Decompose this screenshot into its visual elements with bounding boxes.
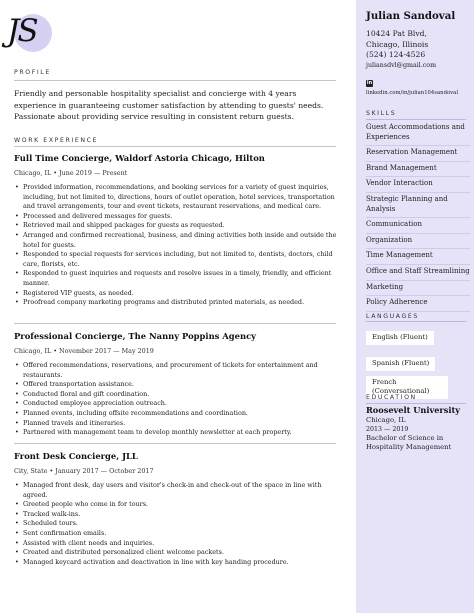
job-bullet: • Proofread company marketing programs and distributed printed materials, as needed. [14, 298, 338, 308]
education-entry [366, 405, 470, 452]
school-years: 2013 — 2019 [366, 426, 409, 433]
languages-heading: LANGUAGES [366, 313, 419, 320]
profile-heading: PROFILE [14, 69, 51, 76]
job-bullet: • Planned events, including offsite recommendations and coordination. [14, 409, 338, 419]
job-meta: Chicago, IL • June 2019 — Present [14, 169, 128, 177]
job-entry [14, 451, 338, 567]
profile-summary: Friendly and personable hospitality specialist and concierge with 4 years experience in guaranteeing customer satisfaction by attending to guests' needs. Passionate about providing service resulting in consistent return guests. [14, 89, 324, 122]
phone-number: (524) 124-4526 [366, 50, 426, 59]
skills-list [366, 122, 470, 313]
skill-item: Strategic Planning and Analysis [366, 194, 470, 218]
job-bullet: • Processed and delivered messages for guests. [14, 212, 338, 222]
skill-item: Time Management [366, 250, 470, 265]
job-bullet: • Greeted people who come in for tours. [14, 500, 338, 510]
school-location: Chicago, IL [366, 416, 406, 424]
job-entry [14, 331, 338, 438]
job-bullet: • Managed front desk, day users and visitor's check-in and check-out of the space in line with agreed. [14, 481, 338, 500]
sidebar [356, 0, 474, 613]
skills-heading: SKILLS [366, 110, 397, 117]
job-title: Full Time Concierge, Waldorf Astoria Chicago, Hilton [14, 153, 265, 163]
contact-block [366, 29, 428, 61]
email-link[interactable]: juliansdvl@gmail.com [366, 62, 437, 69]
profile-divider [14, 80, 336, 81]
skill-item: Guest Accommodations and Experiences [366, 122, 470, 146]
job-bullet: • Offered transportation assistance. [14, 380, 338, 390]
skill-item: Communication [366, 219, 470, 234]
job-title: Professional Concierge, The Nanny Poppins Agency [14, 331, 257, 341]
job-bullets [14, 361, 338, 438]
job-divider [14, 443, 336, 444]
education-divider [366, 403, 466, 404]
job-bullet: • Retrieved mail and shipped packages for guests as requested. [14, 221, 338, 231]
job-bullet: • Responded to guest inquiries and requests and resolve issues in a timely, friendly, and efficient manner. [14, 269, 338, 288]
job-entry [14, 153, 338, 308]
job-meta: City, State • January 2017 — October 2017 [14, 467, 154, 475]
job-bullets [14, 183, 338, 308]
skill-item: Brand Management [366, 163, 470, 178]
job-bullet: • Assisted with client needs and inquiries. [14, 539, 338, 549]
school-name: Roosevelt University [366, 405, 460, 415]
job-bullet: • Planned travels and itineraries. [14, 419, 338, 429]
job-bullet: • Created and distributed personalized client welcome packets. [14, 548, 338, 558]
work-experience-heading: WORK EXPERIENCE [14, 137, 98, 144]
job-bullet: • Conducted floral and gift coordination. [14, 390, 338, 400]
job-bullet: • Managed keycard activation and deactivation in line with key handing procedure. [14, 558, 338, 568]
job-bullet: • Arranged and confirmed recreational, business, and dining activities both inside and outside the hotel for guests. [14, 231, 338, 250]
job-meta: Chicago, IL • November 2017 — May 2019 [14, 347, 154, 355]
address-line: 10424 Pat Blvd, [366, 29, 427, 38]
degree: Bachelor of Science in Hospitality Management [366, 434, 452, 451]
job-divider [14, 323, 336, 324]
linkedin-icon: in [366, 80, 373, 86]
skill-item: Marketing [366, 282, 470, 297]
job-bullet: • Provided information, recommendations, and booking services for a variety of guest inquiries, including, but not limited to, directions, hours of outlet operation, hotel services, transportation and travel arrangements, tour and event tickets, restaurant reservations, and medical care. [14, 183, 338, 212]
skill-item: Office and Staff Streamlining [366, 266, 470, 281]
job-title: Front Desk Concierge, JLL [14, 451, 138, 461]
job-bullet: • Registered VIP guests, as needed. [14, 289, 338, 299]
language-pill: French (Conversational) [366, 376, 448, 399]
job-bullet: • Conducted employee appreciation outreach. [14, 399, 338, 409]
language-pill: Spanish (Fluent) [366, 357, 435, 371]
monogram-letters: JS [7, 13, 37, 49]
address-line: Chicago, Illinois [366, 39, 429, 49]
education-heading: EDUCATION [366, 394, 417, 401]
skill-item: Policy Adherence [366, 297, 470, 312]
languages-divider [366, 321, 466, 322]
monogram-logo [5, 10, 55, 60]
skill-item: Vendor Interaction [366, 178, 470, 193]
job-bullet: • Scheduled tours. [14, 519, 338, 529]
job-bullet: • Partnered with management team to develop monthly newsletter at each property. [14, 428, 338, 438]
language-pill: English (Fluent) [366, 331, 434, 345]
candidate-name: Julian Sandoval [366, 10, 456, 22]
work-experience-divider [14, 146, 336, 147]
job-bullet: • Sent confirmation emails. [14, 529, 338, 539]
job-bullets [14, 481, 338, 567]
job-bullet: • Offered recommendations, reservations, and procurement of tickets for entertainment and restaurants. [14, 361, 338, 380]
job-bullet: • Tracked walk-ins. [14, 510, 338, 520]
linkedin-link[interactable] [366, 80, 470, 96]
skills-divider [366, 119, 466, 120]
linkedin-url[interactable]: linkedin.com/in/julian104sandoval [366, 90, 459, 96]
skill-item: Reservation Management [366, 147, 470, 162]
skill-item: Organization [366, 235, 470, 250]
languages-list [366, 324, 470, 404]
job-bullet: • Responded to special requests for services including, but not limited to, dentists, doctors, child care, florists, etc. [14, 250, 338, 269]
